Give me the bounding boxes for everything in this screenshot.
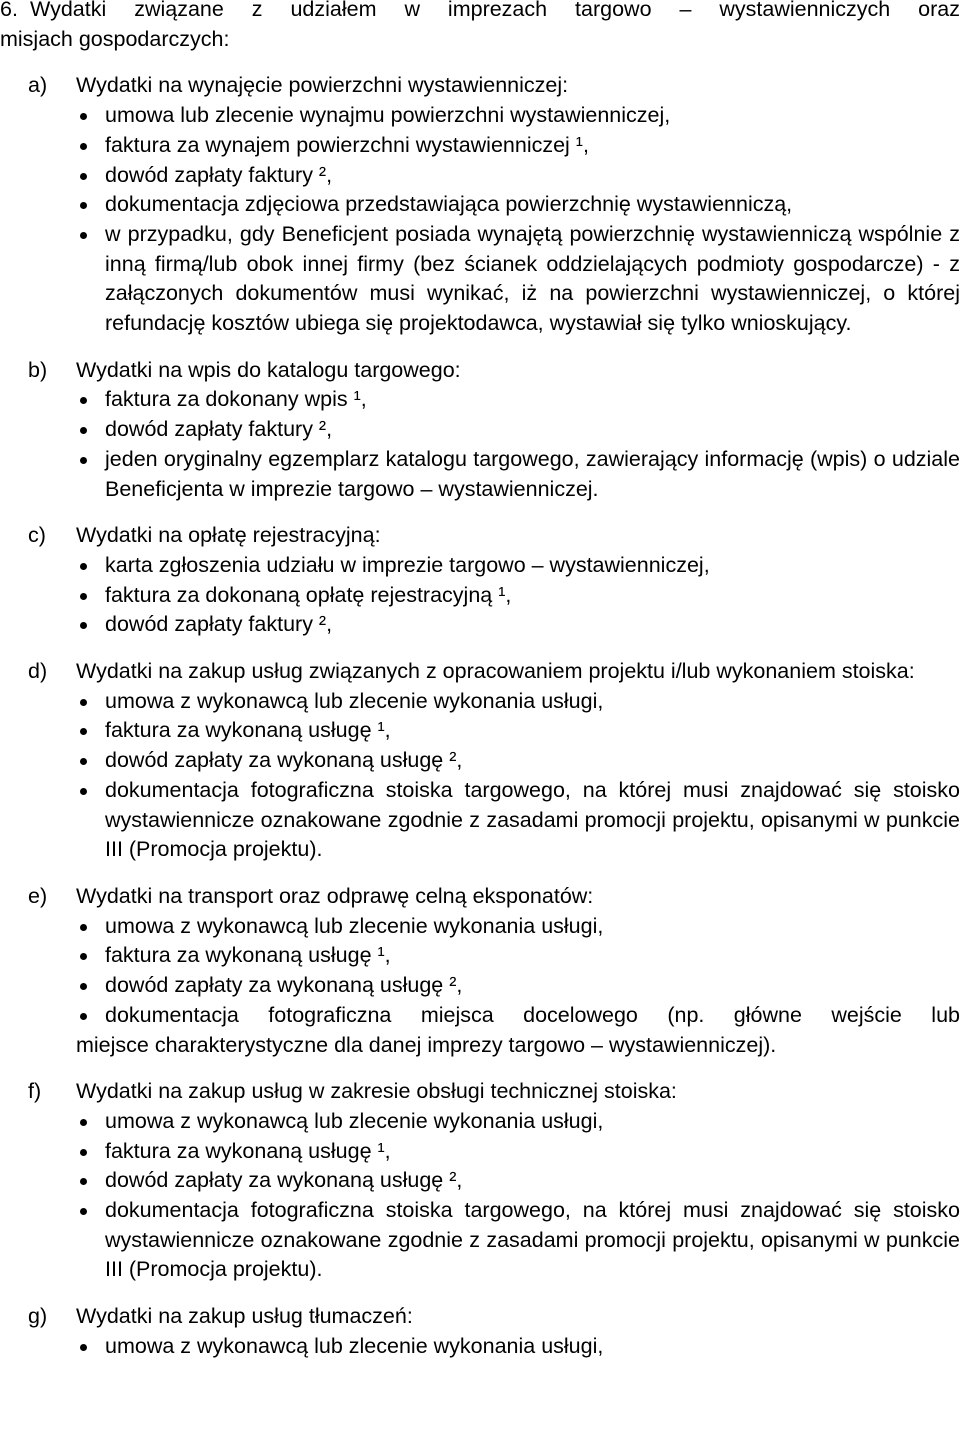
section-f-list: [0, 1107, 960, 1285]
bullet-icon: [80, 397, 87, 404]
point-heading-line-1: Wydatki związane z udziałem w imprezach targowo – wystawienniczych oraz: [30, 0, 960, 21]
bullet-icon: [80, 728, 87, 735]
section-a: [0, 71, 960, 101]
list-item: [0, 131, 960, 161]
list-item: [0, 1166, 960, 1196]
bullet-icon: [80, 622, 87, 629]
list-item-text: faktura za wykonaną usługę ¹,: [105, 943, 391, 968]
section-marker: g): [28, 1304, 48, 1329]
list-item-text: umowa z wykonawcą lub zlecenie wykonania usługi,: [105, 1333, 604, 1358]
list-item: [0, 415, 960, 445]
list-item: [0, 161, 960, 191]
list-item-text: dokumentacja fotograficzna stoiska targowego, na której musi znajdować się stoisko wystawiennicze oznakowane zgodnie z zasadami promocji projektu, opisanymi w punkcie III (Promocja projektu).: [105, 777, 960, 862]
section-e-continuation: miejsce charakterystyczne dla danej imprezy targowo – wystawienniczej).: [76, 1032, 777, 1057]
bullet-icon: [80, 1119, 87, 1126]
section-e-list: [0, 912, 960, 1031]
list-item: [0, 610, 960, 640]
section-c: [0, 521, 960, 551]
list-item-text: dowód zapłaty faktury ²,: [105, 162, 333, 187]
bullet-icon: [80, 953, 87, 960]
list-item-text: w przypadku, gdy Beneficjent posiada wynajętą powierzchnię wystawienniczą wspólnie z inną firmą/lub obok innej firmy (bez ścianek oddzielających podmioty gospodarcze) - z załączonych dokumentów musi wynikać, iż na powierzchni wystawienniczej, o której refundację kosztów ubiega się projektodawca, wystawiał się tylko wnioskujący.: [105, 221, 960, 336]
section-title: Wydatki na opłatę rejestracyjną:: [76, 523, 381, 548]
list-item-text: faktura za dokonany wpis ¹,: [105, 387, 367, 412]
bullet-icon: [80, 983, 87, 990]
bullet-icon: [80, 593, 87, 600]
point-number: 6.: [0, 0, 18, 21]
section-marker: f): [28, 1079, 42, 1104]
section-e: [0, 882, 960, 912]
bullet-icon: [80, 427, 87, 434]
bullet-icon: [80, 788, 87, 795]
section-marker: c): [28, 523, 46, 548]
section-b: [0, 356, 960, 386]
list-item: [0, 971, 960, 1001]
list-item-text: faktura za wynajem powierzchni wystawienniczej ¹,: [105, 132, 589, 157]
list-item-text: umowa z wykonawcą lub zlecenie wykonania usługi,: [105, 913, 604, 938]
list-item: [0, 551, 960, 581]
list-item-text: dokumentacja fotograficzna stoiska targowego, na której musi znajdować się stoisko wystawiennicze oznakowane zgodnie z zasadami promocji projektu, opisanymi w punkcie III (Promocja projektu).: [105, 1198, 960, 1282]
list-item: [0, 941, 960, 971]
point-6-heading: [0, 0, 960, 25]
list-item: [0, 385, 960, 415]
point-heading-line-2: misjach gospodarczych:: [0, 26, 230, 51]
list-item-text: umowa lub zlecenie wynajmu powierzchni wystawienniczej,: [105, 103, 671, 128]
bullet-icon: [80, 457, 87, 464]
list-item: [0, 716, 960, 746]
section-d-list: [0, 687, 960, 865]
bullet-icon: [80, 924, 87, 931]
section-d: [0, 657, 960, 687]
list-item: [0, 1107, 960, 1137]
list-item: [0, 445, 960, 504]
list-item-text: dokumentacja zdjęciowa przedstawiająca powierzchnię wystawienniczą,: [105, 192, 793, 217]
section-marker: b): [28, 357, 48, 382]
list-item: [0, 1332, 960, 1362]
section-g: [0, 1302, 960, 1332]
list-item-text: faktura za dokonaną opłatę rejestracyjną ¹,: [105, 582, 512, 607]
bullet-icon: [80, 173, 87, 180]
bullet-icon: [80, 758, 87, 765]
list-item: [0, 912, 960, 942]
bullet-icon: [80, 202, 87, 209]
list-item-text: faktura za wykonaną usługę ¹,: [105, 1138, 391, 1163]
list-item: [0, 190, 960, 220]
bullet-icon: [80, 563, 87, 570]
list-item-text: dowód zapłaty faktury ²,: [105, 612, 333, 637]
list-item-text: umowa z wykonawcą lub zlecenie wykonania usługi,: [105, 1108, 604, 1133]
section-title: Wydatki na zakup usług w zakresie obsługi technicznej stoiska:: [76, 1079, 677, 1104]
bullet-icon: [80, 232, 87, 239]
bullet-icon: [80, 699, 87, 706]
list-item: [0, 746, 960, 776]
bullet-icon: [80, 143, 87, 150]
list-item-text: faktura za wykonaną usługę ¹,: [105, 718, 391, 743]
list-item: [0, 581, 960, 611]
section-marker: d): [28, 659, 48, 684]
list-item: [0, 1001, 960, 1031]
list-item: [0, 1137, 960, 1167]
section-b-list: [0, 385, 960, 504]
bullet-icon: [80, 1344, 87, 1351]
section-marker: a): [28, 73, 48, 98]
bullet-icon: [80, 1208, 87, 1215]
section-title: Wydatki na zakup usług związanych z opracowaniem projektu i/lub wykonaniem stoiska:: [76, 659, 915, 684]
bullet-icon: [80, 1013, 87, 1020]
section-c-list: [0, 551, 960, 640]
list-item-text: dowód zapłaty za wykonaną usługę ²,: [105, 1168, 463, 1193]
section-marker: e): [28, 883, 48, 908]
list-item-text: dowód zapłaty za wykonaną usługę ²,: [105, 973, 463, 998]
section-a-list: [0, 101, 960, 339]
section-f: [0, 1077, 960, 1107]
list-item-text: dowód zapłaty faktury ²,: [105, 417, 333, 442]
list-item-text: karta zgłoszenia udziału w imprezie targowo – wystawienniczej,: [105, 552, 710, 577]
list-item: [0, 687, 960, 717]
list-item: [0, 101, 960, 131]
section-g-list: [0, 1332, 960, 1362]
section-title: Wydatki na wpis do katalogu targowego:: [76, 357, 461, 382]
list-item-text: dokumentacja fotograficzna miejsca docelowego (np. główne wejście lub: [105, 1002, 960, 1027]
list-item: [0, 776, 960, 865]
list-item-text: umowa z wykonawcą lub zlecenie wykonania usługi,: [105, 688, 604, 713]
section-title: Wydatki na wynajęcie powierzchni wystawienniczej:: [76, 73, 569, 98]
bullet-icon: [80, 113, 87, 120]
list-item-text: jeden oryginalny egzemplarz katalogu targowego, zawierający informację (wpis) o udziale Beneficjenta w imprezie targowo – wystawienniczej.: [105, 446, 960, 501]
list-item-text: dowód zapłaty za wykonaną usługę ²,: [105, 748, 463, 773]
list-item: [0, 220, 960, 339]
bullet-icon: [80, 1149, 87, 1156]
bullet-icon: [80, 1178, 87, 1185]
section-title: Wydatki na transport oraz odprawę celną eksponatów:: [76, 883, 594, 908]
list-item: [0, 1196, 960, 1285]
section-title: Wydatki na zakup usług tłumaczeń:: [76, 1304, 413, 1329]
